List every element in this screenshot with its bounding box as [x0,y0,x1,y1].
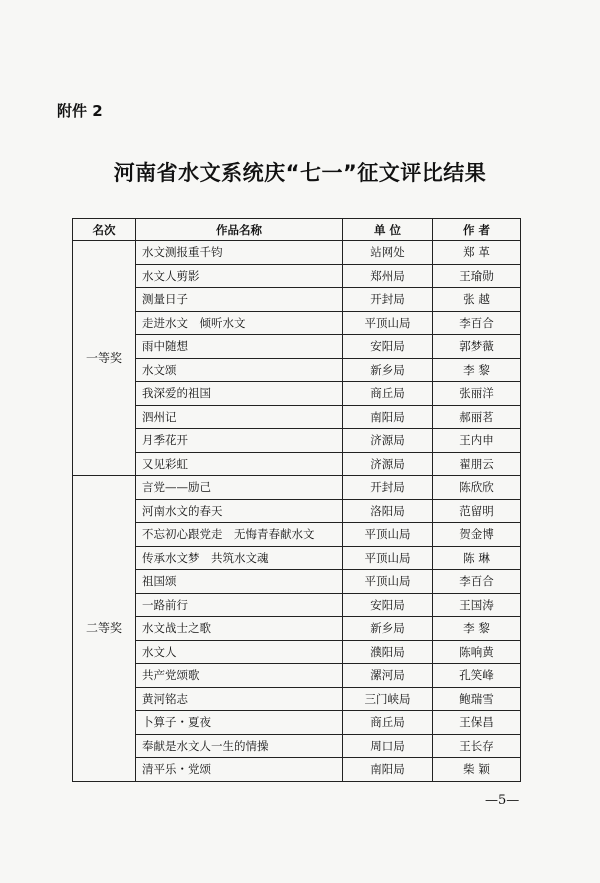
table-row [73,758,521,782]
table-row [73,311,521,335]
work-title-cell: 走进水文 倾听水文 [136,311,343,335]
table-row [73,358,521,382]
page-number: —5— [485,793,520,808]
table-row [73,664,521,688]
table-row [73,288,521,312]
work-title-cell: 水文人剪影 [136,264,343,288]
results-table [72,218,521,782]
table-row [73,711,521,735]
unit-cell: 南阳局 [343,405,433,429]
work-title-cell: 水文人 [136,640,343,664]
unit-cell: 平顶山局 [343,523,433,547]
work-title-cell: 奉献是水文人一生的情操 [136,734,343,758]
work-title-cell: 又见彩虹 [136,452,343,476]
work-title-cell: 河南水文的春天 [136,499,343,523]
work-title-cell: 测量日子 [136,288,343,312]
table-row [73,523,521,547]
author-cell: 李百合 [433,570,521,594]
table-row [73,617,521,641]
author-cell: 李 黎 [433,617,521,641]
author-cell: 陈响黄 [433,640,521,664]
work-title-cell: 一路前行 [136,593,343,617]
work-title-cell: 水文颂 [136,358,343,382]
header-unit: 单 位 [343,219,433,241]
work-title-cell: 祖国颂 [136,570,343,594]
header-work: 作品名称 [136,219,343,241]
author-cell: 王瑜勋 [433,264,521,288]
author-cell: 陈欣欣 [433,476,521,500]
unit-cell: 平顶山局 [343,311,433,335]
work-title-cell: 卜算子・夏夜 [136,711,343,735]
author-cell: 王保昌 [433,711,521,735]
header-rank: 名次 [73,219,136,241]
work-title-cell: 言党——励己 [136,476,343,500]
author-cell: 范留明 [433,499,521,523]
author-cell: 郑 革 [433,241,521,265]
table-row [73,452,521,476]
table-row [73,734,521,758]
unit-cell: 郑州局 [343,264,433,288]
work-title-cell: 雨中随想 [136,335,343,359]
unit-cell: 开封局 [343,288,433,312]
table-row [73,264,521,288]
header-row [73,219,521,241]
work-title-cell: 水文测报重千钧 [136,241,343,265]
author-cell: 张 越 [433,288,521,312]
unit-cell: 安阳局 [343,335,433,359]
table-row [73,429,521,453]
author-cell: 翟朋云 [433,452,521,476]
work-title-cell: 不忘初心跟党走 无悔青春献水文 [136,523,343,547]
unit-cell: 漯河局 [343,664,433,688]
table-row [73,499,521,523]
table-row [73,241,521,265]
unit-cell: 周口局 [343,734,433,758]
author-cell: 孔笑峰 [433,664,521,688]
table-row [73,405,521,429]
author-cell: 王长存 [433,734,521,758]
author-cell: 张丽洋 [433,382,521,406]
unit-cell: 平顶山局 [343,570,433,594]
unit-cell: 站网处 [343,241,433,265]
table-row [73,687,521,711]
author-cell: 李 黎 [433,358,521,382]
table-row [73,476,521,500]
unit-cell: 平顶山局 [343,546,433,570]
work-title-cell: 共产党颂歌 [136,664,343,688]
unit-cell: 安阳局 [343,593,433,617]
table-row [73,593,521,617]
work-title-cell: 传承水文梦 共筑水文魂 [136,546,343,570]
author-cell: 王内申 [433,429,521,453]
author-cell: 郝丽茗 [433,405,521,429]
unit-cell: 三门峡局 [343,687,433,711]
author-cell: 鲍瑞雪 [433,687,521,711]
work-title-cell: 泗州记 [136,405,343,429]
unit-cell: 济源局 [343,452,433,476]
unit-cell: 南阳局 [343,758,433,782]
work-title-cell: 黄河铭志 [136,687,343,711]
table-row [73,640,521,664]
unit-cell: 商丘局 [343,382,433,406]
page-title: 河南省水文系统庆“七一”征文评比结果 [113,161,487,185]
award-rank-cell: 二等奖 [73,476,136,782]
table-row [73,546,521,570]
author-cell: 李百合 [433,311,521,335]
table-row [73,570,521,594]
work-title-cell: 清平乐・党颂 [136,758,343,782]
work-title-cell: 我深爱的祖国 [136,382,343,406]
work-title-cell: 水文战士之歌 [136,617,343,641]
unit-cell: 洛阳局 [343,499,433,523]
author-cell: 郭梦薇 [433,335,521,359]
unit-cell: 济源局 [343,429,433,453]
unit-cell: 商丘局 [343,711,433,735]
author-cell: 贺金博 [433,523,521,547]
header-author: 作 者 [433,219,521,241]
attachment-label: 附件 2 [57,102,103,120]
table-row [73,335,521,359]
unit-cell: 新乡局 [343,358,433,382]
table-row [73,382,521,406]
unit-cell: 开封局 [343,476,433,500]
work-title-cell: 月季花开 [136,429,343,453]
author-cell: 陈 琳 [433,546,521,570]
author-cell: 柴 颖 [433,758,521,782]
award-rank-cell: 一等奖 [73,241,136,476]
unit-cell: 濮阳局 [343,640,433,664]
unit-cell: 新乡局 [343,617,433,641]
author-cell: 王国涛 [433,593,521,617]
